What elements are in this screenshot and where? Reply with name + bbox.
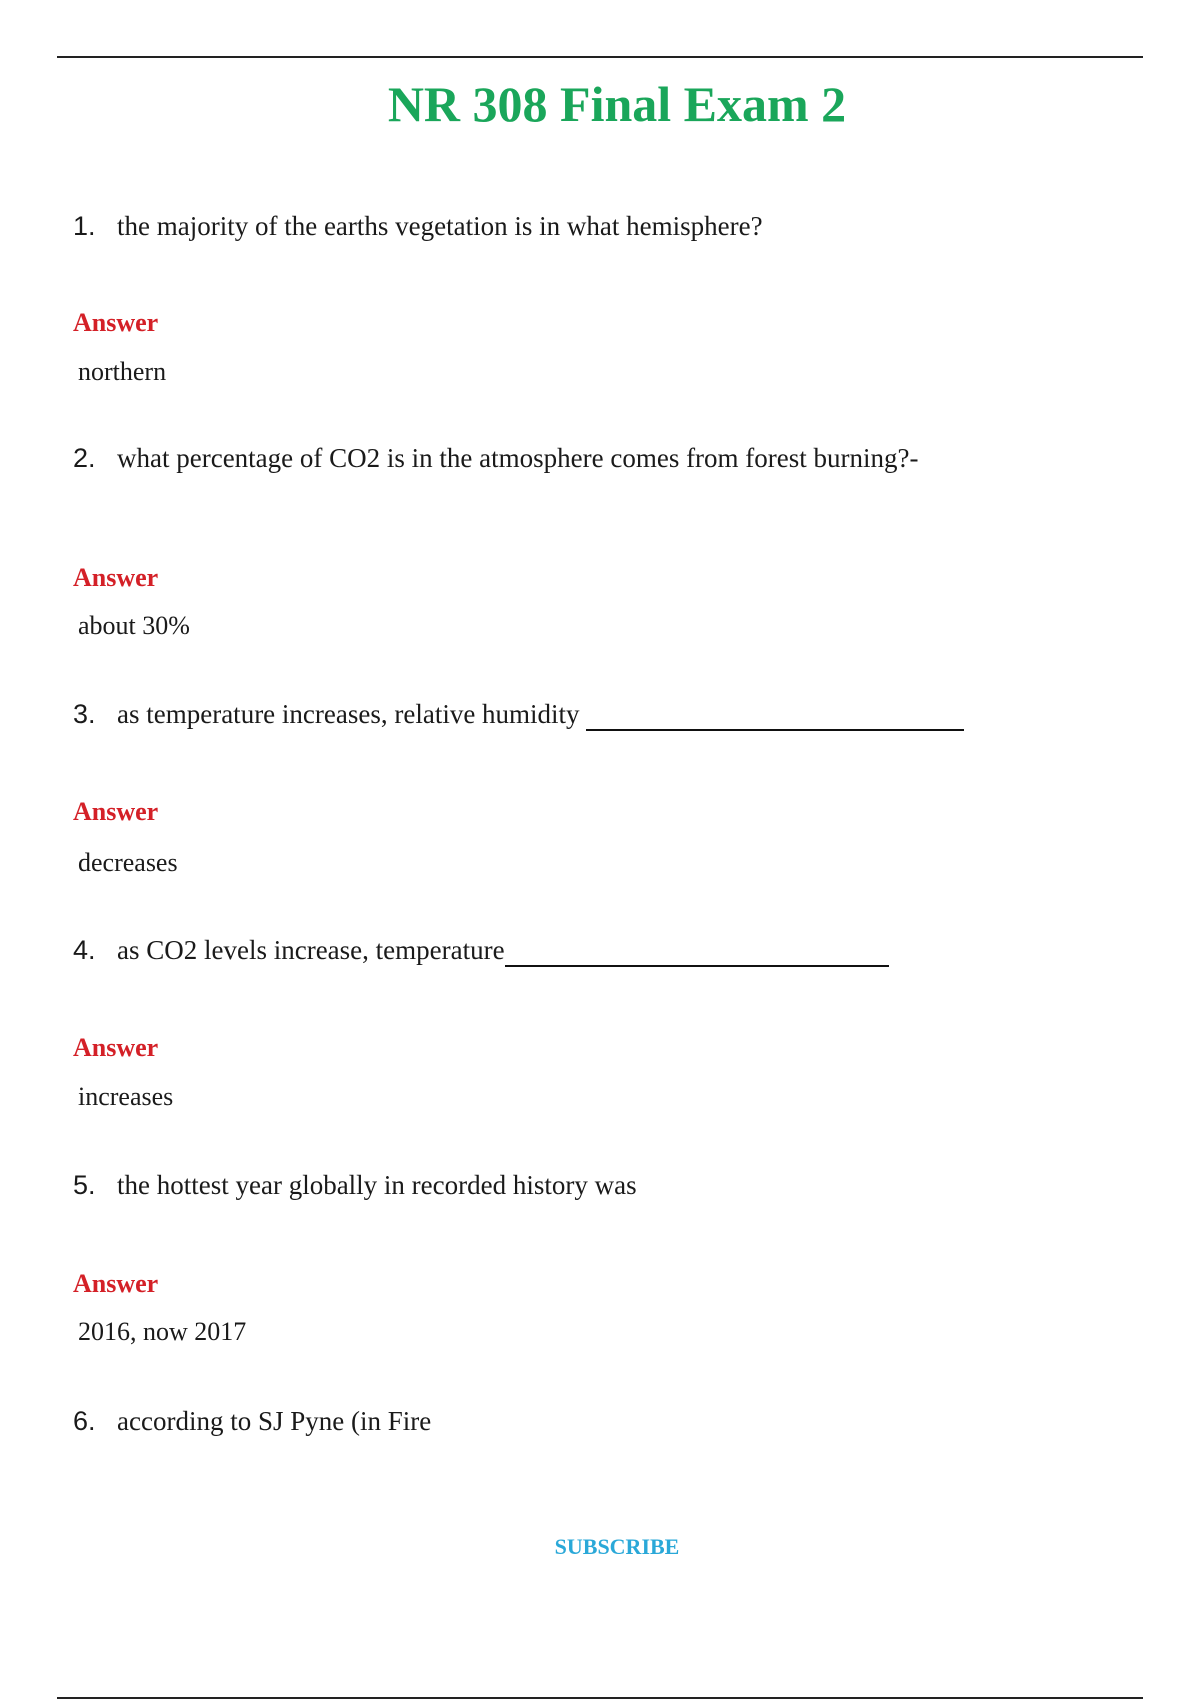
answer-label: Answer xyxy=(73,563,159,592)
question-number: 6. xyxy=(73,1406,96,1436)
fill-in-blank-line xyxy=(586,703,964,731)
question-5 xyxy=(73,1168,1133,1202)
answer-label: Answer xyxy=(73,1269,159,1298)
page-title: NR 308 Final Exam 2 xyxy=(387,76,847,132)
question-number: 5. xyxy=(73,1170,96,1200)
question-3 xyxy=(73,697,1133,731)
answer-text: decreases xyxy=(78,848,178,877)
question-text: as temperature increases, relative humidity xyxy=(117,699,580,729)
question-text: the majority of the earths vegetation is in what hemisphere? xyxy=(117,211,763,241)
question-number: 3. xyxy=(73,699,96,729)
bottom-rule xyxy=(57,1697,1143,1699)
top-rule xyxy=(57,56,1143,58)
question-text: what percentage of CO2 is in the atmosphere comes from forest burning?- xyxy=(117,443,919,473)
question-number: 2. xyxy=(73,443,96,473)
question-text: as CO2 levels increase, temperature xyxy=(117,935,505,965)
answer-label: Answer xyxy=(73,797,159,826)
answer-text: about 30% xyxy=(78,611,190,640)
question-number: 4. xyxy=(73,935,96,965)
answer-text: 2016, now 2017 xyxy=(78,1317,247,1346)
question-number: 1. xyxy=(73,211,96,241)
question-6 xyxy=(73,1404,1133,1438)
answer-label: Answer xyxy=(73,1033,159,1062)
question-text: according to SJ Pyne (in Fire xyxy=(117,1406,432,1436)
subscribe-link[interactable]: SUBSCRIBE xyxy=(554,1534,680,1559)
question-text: the hottest year globally in recorded history was xyxy=(117,1170,637,1200)
answer-text: increases xyxy=(78,1082,174,1111)
answer-label: Answer xyxy=(73,308,159,337)
question-2 xyxy=(73,441,1133,475)
fill-in-blank-line xyxy=(505,939,889,967)
question-1 xyxy=(73,209,1133,243)
answer-text: northern xyxy=(78,357,167,386)
question-4 xyxy=(73,933,1133,967)
